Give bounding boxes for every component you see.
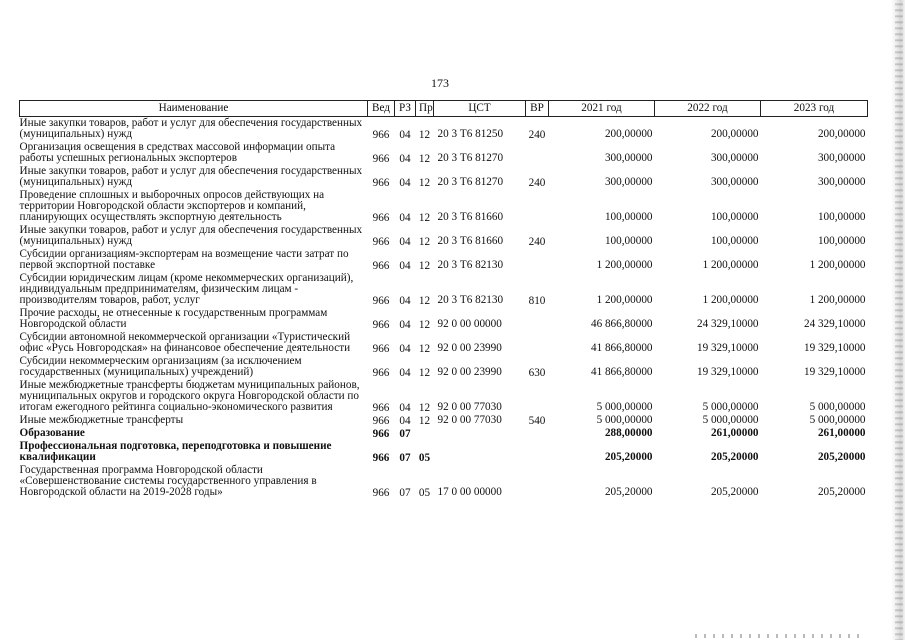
cell-name: Образование <box>19 427 85 439</box>
cell-2021: 1 200,00000 <box>596 294 653 306</box>
cell-2021: 205,20000 <box>604 486 653 498</box>
cell-vr <box>526 379 549 414</box>
cell-ved: 966 <box>372 236 390 248</box>
cell-name: Прочие расходы, не отнесенные к государственным программам Новгородской области <box>19 307 328 330</box>
cell-cst: 20 3 Т6 81270 <box>437 176 504 188</box>
cell-vr: 810 <box>528 295 546 307</box>
cell-pr: 05 <box>418 487 431 499</box>
cell-2021: 300,00000 <box>604 176 653 188</box>
cell-ved: 966 <box>372 319 390 331</box>
cell-2021: 1 200,00000 <box>596 259 653 271</box>
cell-2023: 5 000,00000 <box>809 401 866 413</box>
cell-pr: 12 <box>418 260 431 272</box>
cell-2022: 1 200,00000 <box>702 259 759 271</box>
cell-vr: 540 <box>528 415 546 427</box>
cell-name: Субсидии автономной некоммерческой организации «Туристический офис «Русь Новгородская» на финансовое обеспечение деятельности <box>19 331 351 354</box>
cell-2022: 5 000,00000 <box>702 414 759 426</box>
cell-name: Субсидии организациям-экспортерам на возмещение части затрат по первой экспортной поставке <box>19 248 349 271</box>
cell-2022: 100,00000 <box>710 211 759 223</box>
header-vr: ВР <box>526 101 549 117</box>
cell-rz: 04 <box>399 367 411 379</box>
table-row <box>20 141 868 165</box>
cell-2023: 19 329,10000 <box>803 342 866 354</box>
cell-ved: 966 <box>372 452 390 464</box>
cell-rz: 07 <box>399 428 411 440</box>
cell-name: Иные закупки товаров, работ и услуг для обеспечения государственных (муниципальных) нужд <box>19 165 363 188</box>
cell-2021: 288,00000 <box>604 427 653 439</box>
cell-name: Иные межбюджетные трансферты <box>19 414 184 426</box>
cell-2022: 19 329,10000 <box>696 366 759 378</box>
header-rz: РЗ <box>395 101 416 117</box>
cell-2023: 24 329,10000 <box>803 318 866 330</box>
cell-vr: 630 <box>528 367 546 379</box>
cell-2022: 261,00000 <box>710 427 759 439</box>
cell-vr: 240 <box>528 129 546 141</box>
cell-2022: 205,20000 <box>710 486 759 498</box>
cell-name: Организация освещения в средствах массовой информации опыта работы успешных региональных экспортеров <box>19 141 336 164</box>
cell-name: Иные межбюджетные трансферты бюджетам муниципальных районов, муниципальных округов и городского округа Новгородской области по итогам ежегодного рейтинга социально-экономического развития <box>19 379 360 413</box>
cell-2022: 1 200,00000 <box>702 294 759 306</box>
cell-rz: 04 <box>399 236 411 248</box>
cell-ved: 966 <box>372 212 390 224</box>
scan-marks <box>695 634 865 638</box>
cell-2022: 19 329,10000 <box>696 342 759 354</box>
cell-vr <box>526 427 549 440</box>
cell-cst: 92 0 00 77030 <box>437 414 502 426</box>
cell-2023: 100,00000 <box>817 235 866 247</box>
header-2022: 2022 год <box>655 101 761 117</box>
cell-2021: 200,00000 <box>604 128 653 140</box>
cell-name: Субсидии юридическим лицам (кроме некоммерческих организаций), индивидуальным предпринимателям, физическим лицам - производителям товаров, работ, услуг <box>19 272 354 306</box>
cell-pr: 12 <box>418 129 431 141</box>
cell-rz: 04 <box>399 129 411 141</box>
cell-cst: 20 3 Т6 81250 <box>437 128 504 140</box>
cell-rz: 04 <box>399 415 411 427</box>
cell-vr <box>526 464 549 499</box>
cell-pr: 12 <box>418 343 431 355</box>
cell-vr: 240 <box>528 177 546 189</box>
table-row <box>20 414 868 427</box>
cell-cst: 20 3 Т6 81660 <box>437 235 504 247</box>
table-row <box>20 224 868 248</box>
cell-2021: 300,00000 <box>604 152 653 164</box>
table-row <box>20 272 868 307</box>
cell-2021: 100,00000 <box>604 235 653 247</box>
header-2023: 2023 год <box>761 101 868 117</box>
cell-cst: 20 3 Т6 82130 <box>437 294 504 306</box>
cell-vr <box>526 189 549 224</box>
cell-2022: 300,00000 <box>710 152 759 164</box>
cell-ved: 966 <box>372 260 390 272</box>
cell-ved: 966 <box>372 295 390 307</box>
table-header-row <box>20 101 868 117</box>
cell-vr <box>526 440 549 464</box>
cell-rz: 07 <box>399 452 411 464</box>
cell-2021: 5 000,00000 <box>596 401 653 413</box>
cell-2022: 200,00000 <box>710 128 759 140</box>
table-row <box>20 379 868 414</box>
cell-2023: 200,00000 <box>817 128 866 140</box>
cell-rz: 04 <box>399 319 411 331</box>
cell-rz: 04 <box>399 402 411 414</box>
cell-name: Государственная программа Новгородской области «Совершенствование системы государственного управления в Новгородской области на 2019-2028 годы» <box>19 464 317 498</box>
budget-table <box>19 100 868 499</box>
cell-cst: 92 0 00 23990 <box>437 366 502 378</box>
cell-vr <box>526 141 549 165</box>
table-row <box>20 307 868 331</box>
cell-pr: 05 <box>418 452 431 464</box>
header-name: Наименование <box>20 101 368 117</box>
cell-2023: 1 200,00000 <box>809 294 866 306</box>
cell-2023: 300,00000 <box>817 176 866 188</box>
table-row <box>20 331 868 355</box>
cell-rz: 04 <box>399 212 411 224</box>
cell-cst: 20 3 Т6 81660 <box>437 211 504 223</box>
header-ved: Вед <box>368 101 395 117</box>
cell-ved: 966 <box>372 367 390 379</box>
cell-2022: 300,00000 <box>710 176 759 188</box>
cell-cst: 92 0 00 00000 <box>437 318 502 330</box>
cell-vr <box>526 331 549 355</box>
cell-ved: 966 <box>372 177 390 189</box>
cell-rz: 04 <box>399 343 411 355</box>
cell-2022: 100,00000 <box>710 235 759 247</box>
cell-pr: 12 <box>418 367 431 379</box>
table-row <box>20 427 868 440</box>
cell-2023: 19 329,10000 <box>803 366 866 378</box>
cell-2023: 300,00000 <box>817 152 866 164</box>
table-row <box>20 117 868 142</box>
cell-ved: 966 <box>372 402 390 414</box>
cell-pr: 12 <box>418 295 431 307</box>
cell-2022: 24 329,10000 <box>696 318 759 330</box>
table-row <box>20 440 868 464</box>
cell-pr: 12 <box>418 153 431 165</box>
cell-pr: 12 <box>418 177 431 189</box>
cell-name: Проведение сплошных и выборочных опросов действующих на территории Новгородской области экспортеров и компаний, планирующих осуществлять экспортную деятельность <box>19 189 325 223</box>
cell-pr: 12 <box>418 415 431 427</box>
cell-2023: 205,20000 <box>817 486 866 498</box>
cell-name: Субсидии некоммерческим организациям (за исключением государственных (муниципальных) учреждений) <box>19 355 302 378</box>
cell-2023: 261,00000 <box>817 427 866 439</box>
cell-2023: 1 200,00000 <box>809 259 866 271</box>
cell-pr: 12 <box>418 212 431 224</box>
cell-cst: 92 0 00 77030 <box>437 401 502 413</box>
table-row <box>20 165 868 189</box>
header-cst: ЦСТ <box>434 101 526 117</box>
cell-2022: 5 000,00000 <box>702 401 759 413</box>
cell-ved: 966 <box>372 487 390 499</box>
cell-name: Профессиональная подготовка, переподготовка и повышение квалификации <box>19 440 332 463</box>
table-row <box>20 248 868 272</box>
cell-2021: 41 866,80000 <box>590 342 653 354</box>
cell-rz: 04 <box>399 295 411 307</box>
table-row <box>20 355 868 379</box>
cell-rz: 04 <box>399 177 411 189</box>
cell-pr <box>416 427 434 440</box>
cell-ved: 966 <box>372 153 390 165</box>
page-number: 173 <box>431 76 449 90</box>
cell-cst: 20 3 Т6 82130 <box>437 259 504 271</box>
cell-2023: 205,20000 <box>817 451 866 463</box>
page-edge-scan-noise <box>895 0 903 640</box>
cell-2021: 41 866,80000 <box>590 366 653 378</box>
cell-2021: 5 000,00000 <box>596 414 653 426</box>
cell-pr: 12 <box>418 236 431 248</box>
cell-rz: 04 <box>399 153 411 165</box>
table-row <box>20 189 868 224</box>
cell-2023: 5 000,00000 <box>809 414 866 426</box>
cell-name: Иные закупки товаров, работ и услуг для обеспечения государственных (муниципальных) нужд <box>19 117 363 140</box>
cell-ved: 966 <box>372 129 390 141</box>
table-row <box>20 464 868 499</box>
cell-vr <box>526 248 549 272</box>
cell-pr: 12 <box>418 319 431 331</box>
header-pr: Пр <box>416 101 434 117</box>
cell-cst: 20 3 Т6 81270 <box>437 152 504 164</box>
cell-vr <box>526 307 549 331</box>
cell-2021: 100,00000 <box>604 211 653 223</box>
cell-cst <box>434 440 526 464</box>
cell-cst: 17 0 00 00000 <box>437 486 502 498</box>
cell-vr: 240 <box>528 236 546 248</box>
header-2021: 2021 год <box>549 101 655 117</box>
cell-rz: 04 <box>399 260 411 272</box>
cell-ved: 966 <box>372 415 390 427</box>
cell-name: Иные закупки товаров, работ и услуг для обеспечения государственных (муниципальных) нужд <box>19 224 363 247</box>
cell-2021: 205,20000 <box>604 451 653 463</box>
cell-ved: 966 <box>372 343 390 355</box>
cell-ved: 966 <box>372 428 390 440</box>
cell-cst <box>434 427 526 440</box>
cell-2022: 205,20000 <box>710 451 759 463</box>
cell-2021: 46 866,80000 <box>590 318 653 330</box>
cell-cst: 92 0 00 23990 <box>437 342 502 354</box>
cell-rz: 07 <box>399 487 411 499</box>
cell-2023: 100,00000 <box>817 211 866 223</box>
cell-pr: 12 <box>418 402 431 414</box>
